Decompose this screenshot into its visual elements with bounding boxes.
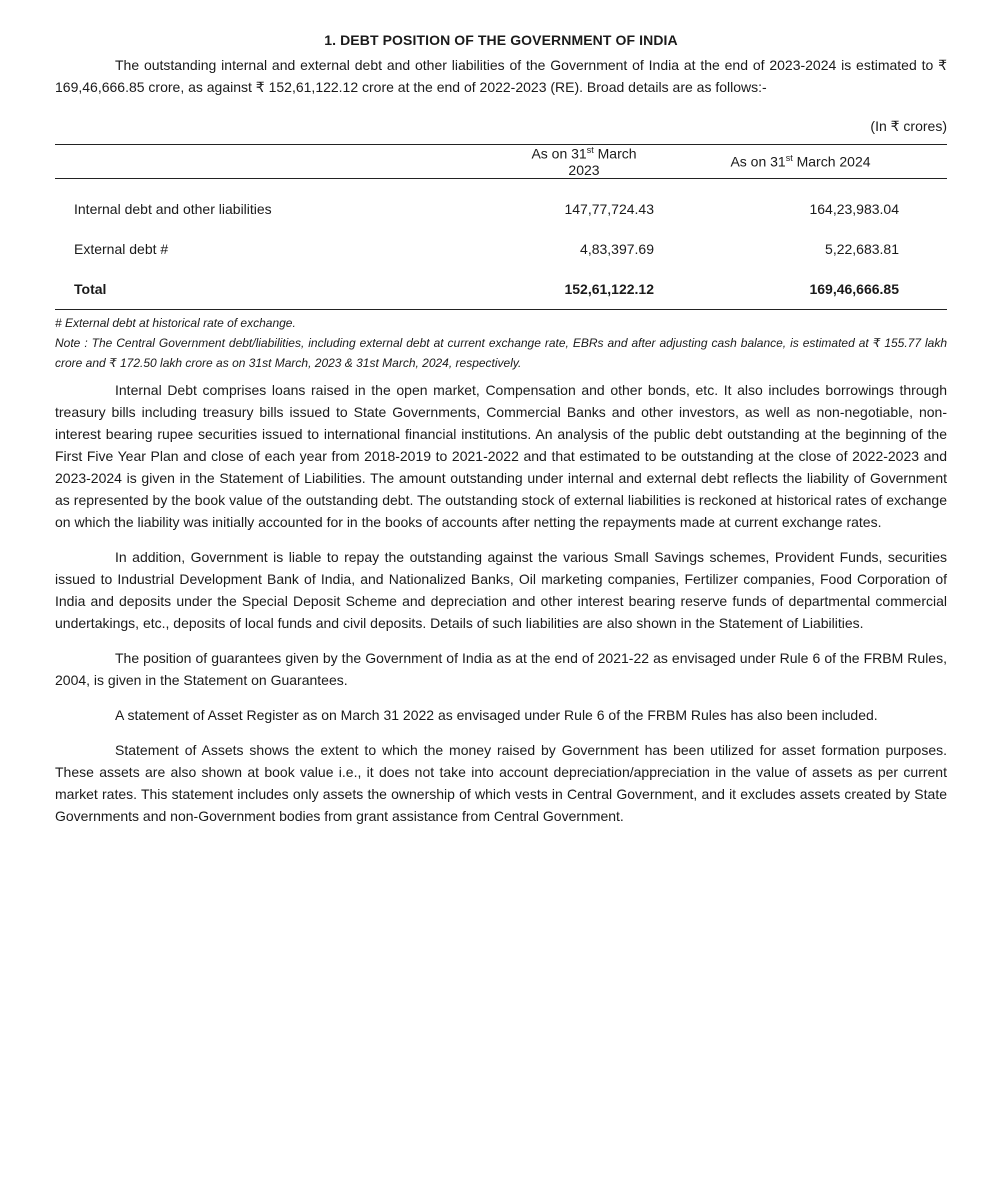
paragraph-asset-register: A statement of Asset Register as on March 31 2022 as envisaged under Rule 6 of the FRBM Rules has also been included. [115,706,878,723]
debt-table [55,144,947,310]
table-row [55,178,947,229]
table-footnote: # External debt at historical rate of exchange. [55,315,296,330]
paragraph-statement-of-assets: Statement of Assets shows the extent to which the money raised by Government has been utilized for asset formation purposes. These assets are also shown at book value i.e., it does not take into account depreciation/appreciation in the value of assets as per current market rates. This statement includes only assets the ownership of which vests in Central Government, and it excludes assets created by State Governments and non-Government bodies from grant assistance from Central Government. [55,741,947,824]
row-label: External debt # [74,240,169,257]
header-col-2023: As on 31st March 2023 [514,145,654,179]
table-header-row [55,145,947,179]
paragraph-internal-debt: Internal Debt comprises loans raised in the open market, Compensation and other bonds, etc. It also includes borrowings through treasury bills including treasury bills issued to State Governments, Commercial Banks and other investors, as well as non-negotiable, non-interest bearing rupee securities issued to international financial institutions. An analysis of the public debt outstanding at the beginning of the First Five Year Plan and close of each year from 2018-2019 to 2021-2022 and that estimated to be outstanding at the close of 2022-2023 and 2023-2024 is given in the Statement of Liabilities. The amount outstanding under internal and external debt reflects the liability of Government as represented by the book value of the outstanding debt. The outstanding stock of external liabilities is reckoned at historical rates of exchange on which the liability was initially accounted for in the books of accounts after netting the repayments made at current exchange rates. [55,381,947,530]
page-title: 1. DEBT POSITION OF THE GOVERNMENT OF INDIA [324,32,678,48]
intro-paragraph: The outstanding internal and external debt and other liabilities of the Government of India at the end of 2023-2024 is estimated to ₹ 169,46,666.85 crore, as against ₹ 152,61,122.12 crore at the end of 2022-2023 (RE). Broad details are as follows:- [55,57,947,95]
unit-label: (In ₹ crores) [870,118,947,134]
total-label: Total [55,269,514,310]
paragraph-guarantees: The position of guarantees given by the Government of India as at the end of 2021-22 as envisaged under Rule 6 of the FRBM Rules, 2004, is given in the Statement on Guarantees. [55,649,947,688]
cell-2024: 5,22,683.81 [825,240,899,257]
table-note: Note : The Central Government debt/liabilities, including external debt at current exchange rate, EBRs and after adjusting cash balance, is estimated at ₹ 155.77 lakh crore and ₹ 172.50 lakh crore as on 31st March, 2023 & 31st March, 2024, respectively. [55,335,947,370]
header-col-2024: As on 31st March 2024 [654,145,947,179]
total-2024: 169,46,666.85 [654,269,947,310]
cell-2023: 4,83,397.69 [580,240,654,257]
total-row [55,269,947,310]
cell-2024: 164,23,983.04 [809,200,899,217]
paragraph-other-liabilities: In addition, Government is liable to repay the outstanding against the various Small Savings schemes, Provident Funds, securities issued to Industrial Development Bank of India, and Nationalized Banks, Oil marketing companies, Fertilizer companies, Food Corporation of India and deposits under the Special Deposit Scheme and depreciation and other interest bearing reserve funds of departmental commercial undertakings, etc., deposits of local funds and civil deposits. Details of such liabilities are also shown in the Statement of Liabilities. [55,548,947,631]
table-row [55,229,947,269]
header-blank [55,145,514,179]
document-page [55,30,947,840]
cell-2023: 147,77,724.43 [564,200,654,217]
total-2023: 152,61,122.12 [514,269,654,310]
row-label: Internal debt and other liabilities [74,200,272,217]
